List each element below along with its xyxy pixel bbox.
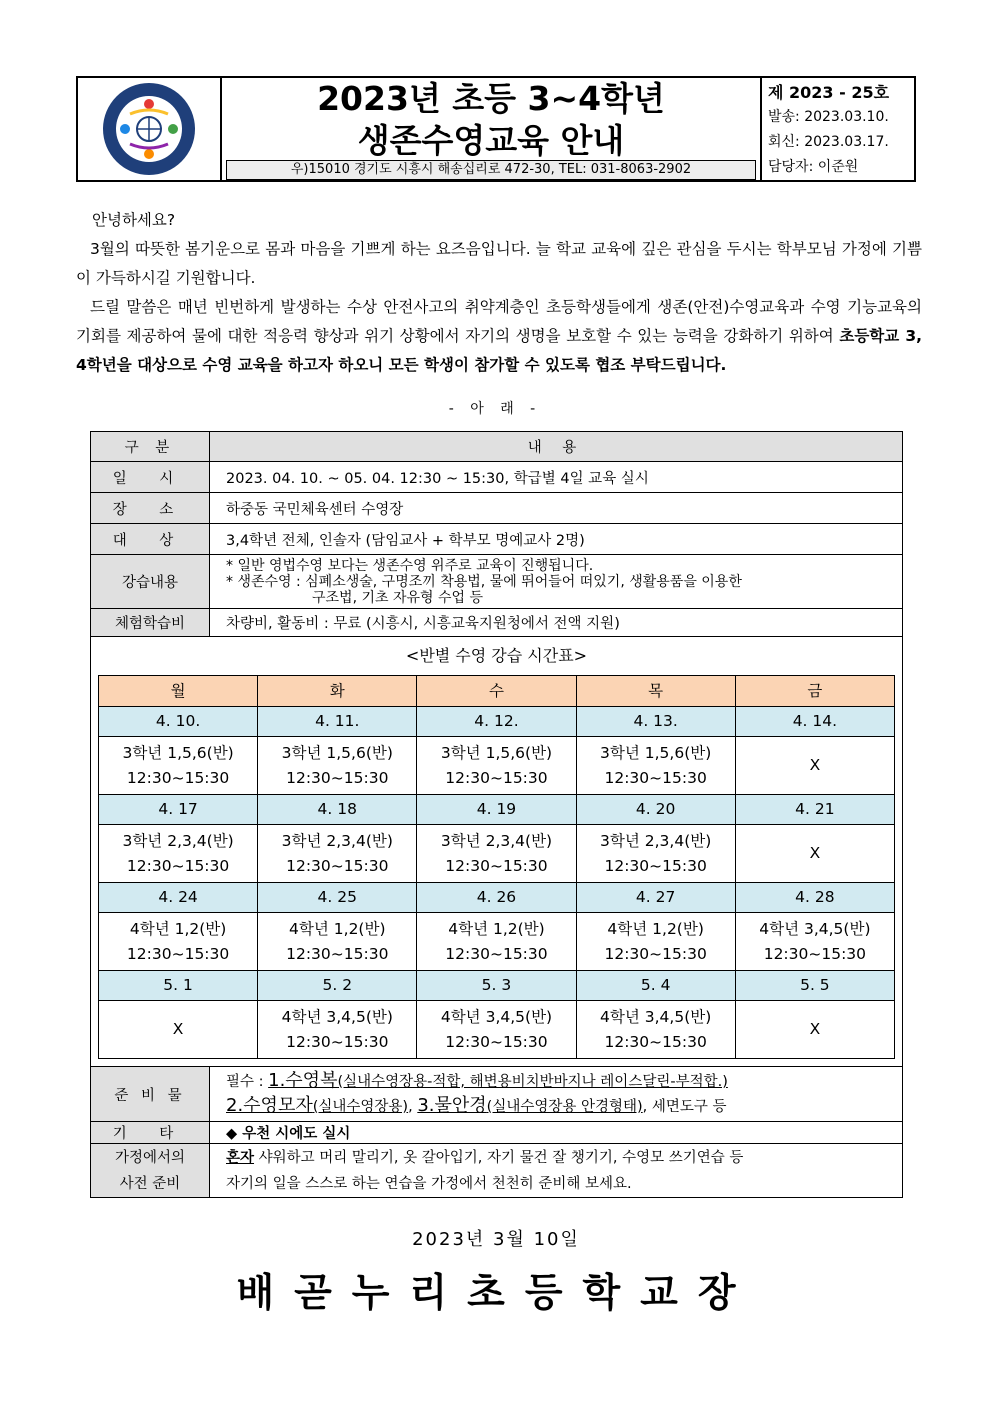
- etc-label: 기 타: [91, 1122, 210, 1144]
- class-cell: [735, 913, 894, 971]
- head-label: 구 분: [91, 432, 210, 462]
- class-name: 4학년 3,4,5(반): [600, 1007, 712, 1026]
- class-name: 4학년 3,4,5(반): [281, 1007, 393, 1026]
- prep-item-3: 3.물안경(실내수영장용 안경형태): [417, 1095, 643, 1116]
- home-value: [210, 1144, 903, 1198]
- class-time: 12:30~15:30: [604, 1032, 707, 1051]
- class-time: 12:30~15:30: [604, 944, 707, 963]
- class-cell: [417, 825, 576, 883]
- class-time: 12:30~15:30: [763, 944, 867, 963]
- content-label: 강습내용: [91, 555, 210, 609]
- home-emphasis: 혼자: [226, 1149, 255, 1166]
- class-name: 3학년 2,3,4(반): [281, 831, 393, 850]
- class-cell: [258, 825, 417, 883]
- date-cell: 4. 10.: [99, 707, 258, 737]
- class-time: 12:30~15:30: [126, 768, 230, 787]
- date-cell: 4. 25: [258, 883, 417, 913]
- day-header: 금: [735, 676, 894, 707]
- intro-paragraph-2-text: 드릴 말씀은 매년 빈번하게 발생하는 수상 안전사고의 취약계층인 초등학생들에게 생존(안전)수영교육과 수영 기능교육의 기회를 제공하여 물에 대한 적응력 향상과 위기 상황에서 자기의 생명을 보호할 수 있는 능력을 강화하기 위하여: [76, 298, 922, 345]
- class-cell: [258, 737, 417, 795]
- prep-prefix: 필수 :: [226, 1074, 269, 1090]
- class-cell: [735, 825, 894, 883]
- class-name: 4학년 1,2(반): [129, 919, 227, 938]
- class-time: 12:30~15:30: [604, 856, 707, 875]
- class-cell: [99, 913, 258, 971]
- principal-signature: 배곧누리초등학교장: [236, 1271, 756, 1316]
- target-label: 대 상: [91, 524, 210, 555]
- doc-number: 제 2023 - 25호: [768, 83, 890, 102]
- head-content: 내 용: [210, 432, 903, 462]
- date-cell: 5. 1: [99, 971, 258, 1001]
- class-name: X: [809, 756, 821, 774]
- prep-value: [210, 1067, 903, 1122]
- document-meta: [768, 80, 918, 180]
- class-name: 4학년 3,4,5(반): [759, 919, 871, 938]
- schedule-section: [91, 637, 903, 1067]
- class-cell: [576, 737, 735, 795]
- intro-paragraph-1: 3월의 따뜻한 봄기운으로 몸과 마음을 기쁘게 하는 요즈음입니다. 늘 학교 교육에 깊은 관심을 두시는 학부모님 가정에 기쁨이 가득하시길 기원합니다.: [76, 240, 922, 287]
- class-name: 4학년 3,4,5(반): [440, 1007, 553, 1026]
- class-cell: [417, 913, 576, 971]
- class-time: 12:30~15:30: [126, 856, 230, 875]
- school-logo: [78, 78, 220, 180]
- date-cell: 4. 13.: [576, 707, 735, 737]
- prep-label: 준 비 물: [91, 1067, 210, 1122]
- date-cell: 4. 27: [576, 883, 735, 913]
- schedule-table: [98, 675, 895, 1059]
- prep-tail: , 세면도구 등: [642, 1099, 727, 1115]
- class-cell: [258, 1001, 417, 1059]
- prep-line-2: 2.수영모자(실내수영장용), 3.물안경(실내수영장용 안경형태), 세면도구 등: [226, 1095, 727, 1116]
- content-line-3: 구조법, 기초 자유형 수업 등: [312, 589, 484, 606]
- date-cell: 4. 14.: [735, 707, 894, 737]
- date-cell: 5. 2: [258, 971, 417, 1001]
- day-header: 수: [417, 676, 576, 707]
- logo-cell: [76, 76, 222, 182]
- day-header: 목: [576, 676, 735, 707]
- datetime-label: 일 시: [91, 462, 210, 493]
- class-cell: [576, 825, 735, 883]
- header-divider: [760, 76, 762, 182]
- class-name: 3학년 1,5,6(반): [600, 743, 712, 762]
- class-name: 3학년 1,5,6(반): [281, 743, 393, 762]
- info-table: [90, 431, 903, 1198]
- content-line-2: * 생존수영 : 심폐소생술, 구명조끼 착용법, 물에 뛰어들어 떠있기, 생활용품을 이용한: [226, 573, 742, 590]
- date-cell: 4. 19: [417, 795, 576, 825]
- schedule-title: <반별 수영 강습 시간표>: [405, 646, 588, 665]
- day-header: 화: [258, 676, 417, 707]
- prep-line-1: [226, 1069, 896, 1094]
- datetime-value: 2023. 04. 10. ~ 05. 04. 12:30 ~ 15:30, 학급별 4일 교육 실시: [210, 462, 903, 493]
- manager: 담당자: 이준원: [768, 159, 859, 175]
- class-time: 12:30~15:30: [445, 944, 548, 963]
- target-value: 3,4학년 전체, 인솔자 (담임교사 + 학부모 명예교사 2명): [210, 524, 903, 555]
- content-value: [210, 555, 903, 609]
- class-cell: [99, 825, 258, 883]
- class-name: 3학년 2,3,4(반): [600, 831, 712, 850]
- prep-item-1: 1.수영복(실내수영장용-적합, 해변용비치반바지나 레이스달린-부적합.): [268, 1070, 728, 1091]
- date-cell: 4. 12.: [417, 707, 576, 737]
- date-cell: 5. 4: [576, 971, 735, 1001]
- day-header: 월: [99, 676, 258, 707]
- home-line-2: 자기의 일을 스스로 하는 연습을 가정에서 천천히 준비해 보세요.: [226, 1175, 632, 1192]
- greeting: 안녕하세요?: [92, 211, 176, 229]
- reply-date: 회신: 2023.03.17.: [768, 134, 889, 150]
- place-label: 장 소: [91, 493, 210, 524]
- class-cell: [735, 737, 894, 795]
- class-name: 4학년 1,2(반): [289, 919, 386, 938]
- content-line-1: * 일반 영법수영 보다는 생존수영 위주로 교육이 진행됩니다.: [226, 557, 594, 574]
- document-title: [222, 78, 760, 162]
- date-cell: 5. 3: [417, 971, 576, 1001]
- date-cell: 4. 20: [576, 795, 735, 825]
- date-cell: 4. 28: [735, 883, 894, 913]
- class-cell: [99, 737, 258, 795]
- class-time: 12:30~15:30: [286, 1032, 389, 1051]
- class-name: X: [809, 844, 821, 862]
- class-time: 12:30~15:30: [286, 856, 389, 875]
- class-name: 3학년 1,5,6(반): [122, 743, 234, 762]
- class-cell: [576, 1001, 735, 1059]
- class-cell: [417, 737, 576, 795]
- class-cell: [99, 1001, 258, 1059]
- date-cell: 5. 5: [735, 971, 894, 1001]
- class-name: 4학년 1,2(반): [607, 919, 704, 938]
- class-time: 12:30~15:30: [126, 944, 230, 963]
- class-cell: [417, 1001, 576, 1059]
- class-name: X: [172, 1020, 184, 1038]
- class-time: 12:30~15:30: [445, 768, 548, 787]
- class-name: 4학년 1,2(반): [448, 919, 545, 938]
- class-name: 3학년 2,3,4(반): [440, 831, 553, 850]
- home-line-1: 혼자 샤워하고 머리 말리기, 옷 갈아입기, 자기 물건 잘 챙기기, 수영모 쓰기연습 등: [226, 1149, 744, 1166]
- title-line-1: 2023년 초등 3~4학년: [317, 79, 665, 118]
- issue-date: 2023년 3월 10일: [412, 1229, 580, 1250]
- class-cell: [258, 913, 417, 971]
- class-time: 12:30~15:30: [286, 944, 389, 963]
- class-time: 12:30~15:30: [286, 768, 389, 787]
- etc-value: ◆ 우천 시에도 실시: [210, 1122, 903, 1144]
- class-time: 12:30~15:30: [445, 856, 548, 875]
- date-cell: 4. 26: [417, 883, 576, 913]
- date-cell: 4. 11.: [258, 707, 417, 737]
- date-cell: 4. 24: [99, 883, 258, 913]
- date-cell: 4. 18: [258, 795, 417, 825]
- class-time: 12:30~15:30: [445, 1032, 548, 1051]
- sent-date: 발송: 2023.03.10.: [768, 109, 889, 125]
- date-cell: 4. 17: [99, 795, 258, 825]
- intro-text: [76, 206, 922, 380]
- class-name: X: [809, 1020, 821, 1038]
- intro-paragraph-2-emphasis: 초등학교 3, 4학년을 대상으로 수영 교육을 하고자 하오니 모든 학생이 참가할 수 있도록 협조 부탁드립니다.: [76, 327, 922, 374]
- fee-value: 차량비, 활동비 : 무료 (시흥시, 시흥교육지원청에서 전액 지원): [210, 609, 903, 637]
- title-line-2: 생존수영교육 안내: [357, 121, 625, 160]
- intro-paragraph-2: [76, 293, 922, 380]
- class-time: 12:30~15:30: [604, 768, 707, 787]
- home-label: 가정에서의 사전 준비: [91, 1144, 210, 1198]
- fee-label: 체험학습비: [91, 609, 210, 637]
- school-address: 우)15010 경기도 시흥시 해송십리로 472-30, TEL: 031-8063-2902: [226, 160, 756, 180]
- class-name: 3학년 2,3,4(반): [122, 831, 234, 850]
- section-marker: - 아 래 -: [448, 401, 542, 417]
- class-name: 3학년 1,5,6(반): [440, 743, 553, 762]
- class-cell: [576, 913, 735, 971]
- place-value: 하중동 국민체육센터 수영장: [210, 493, 903, 524]
- prep-item-2: 2.수영모자(실내수영장용): [226, 1095, 409, 1116]
- date-cell: 4. 21: [735, 795, 894, 825]
- class-cell: [735, 1001, 894, 1059]
